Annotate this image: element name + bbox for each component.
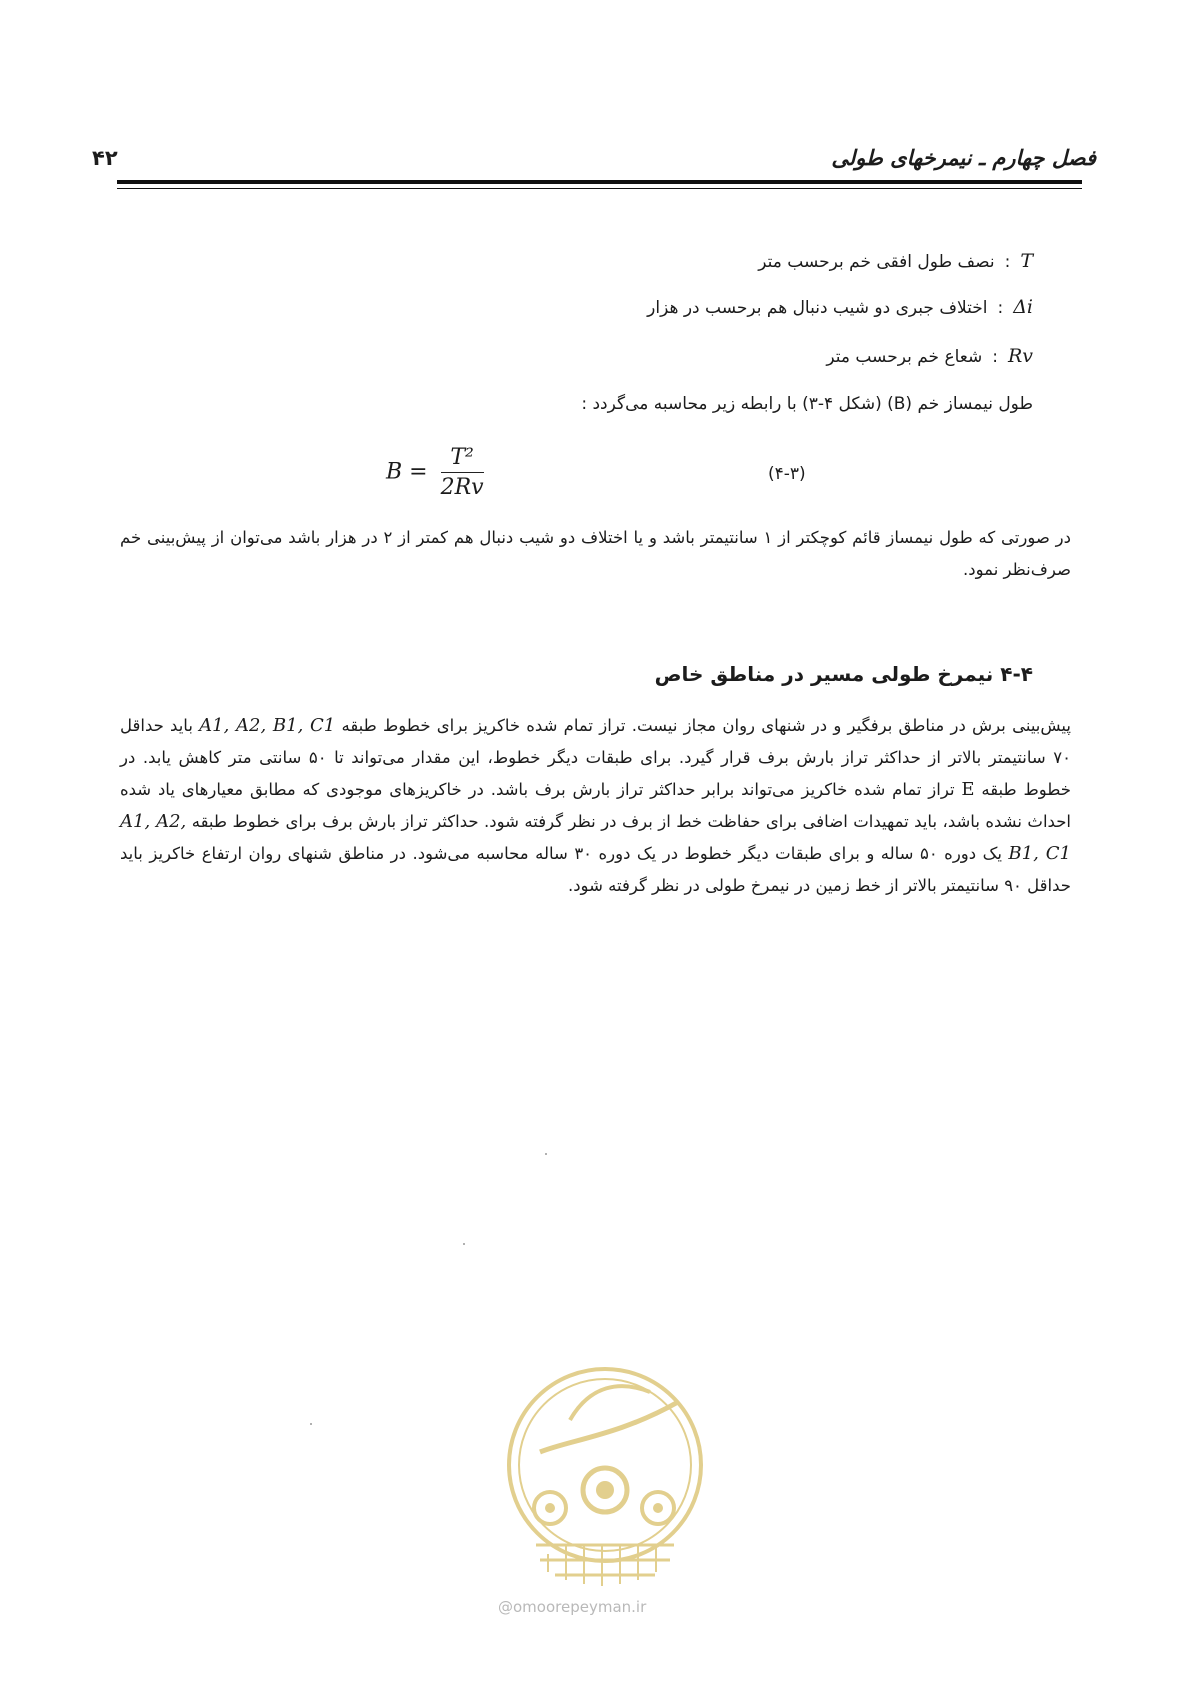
section-number: ۴-۴ xyxy=(1000,662,1033,686)
formula-bisector xyxy=(386,445,484,500)
equation-number: (۴-۳) xyxy=(768,464,806,484)
omoore-peyman-logo xyxy=(500,1340,710,1610)
watermark-url: @omoorepeyman.ir xyxy=(498,1598,647,1616)
paragraph-part-d: یک دوره ۵۰ ساله و برای طبقات دیگر خطوط در یک دوره ۳۰ ساله محاسبه می‌شود. در مناطق شنهای روان ارتفاع خاکریز باید حداقل ۹۰ سانتیمتر بالاتر از خط زمین در نیمرخ طولی در نظر گرفته شود. xyxy=(120,844,1071,895)
symbol-delta-i: Δi xyxy=(1013,296,1033,318)
definition-row-t: T:نصف طول افقی خم برحسب متر xyxy=(758,250,1033,272)
line-classes-first: A1, A2, B1, C1 xyxy=(199,715,336,736)
paragraph-part-b: باید حداقل ۷۰ سانتیمتر بالاتر از حداکثر تراز بارش برف قرار گیرد. برای طبقات دیگر خطوط، این مقدار می‌تواند تا ۵۰ سانتی متر کاهش یابد. در خطوط طبقه xyxy=(120,716,1072,799)
scan-speck xyxy=(463,1243,465,1245)
definition-row-rv: Rv:شعاع خم برحسب متر xyxy=(826,345,1033,367)
section-title: نیمرخ طولی مسیر در مناطق خاص xyxy=(654,662,994,686)
symbol-t: T xyxy=(1020,250,1033,272)
definition-text-rv: شعاع خم برحسب متر xyxy=(826,347,983,367)
scan-speck xyxy=(545,1153,547,1155)
formula-fraction xyxy=(441,445,484,500)
formula-lhs: B = xyxy=(386,459,428,485)
formula-denominator: 2Rv xyxy=(440,475,484,500)
paragraph-part-a: پیش‌بینی برش در مناطق برفگیر و در شنهای روان مجاز نیست. تراز تمام شده خاکریز برای خطوط طبقه xyxy=(341,716,1072,735)
definition-text-delta-i: اختلاف جبری دو شیب دنبال هم برحسب در هزار xyxy=(647,298,988,318)
header-rule-thick xyxy=(117,180,1082,184)
symbol-rv: Rv xyxy=(1007,345,1033,367)
line-class-e: E xyxy=(961,779,975,800)
line-classes-second: A1, A2, B1, C1 xyxy=(120,811,1071,864)
intro-sentence: طول نیمساز خم (B) (شکل ۴-۳) با رابطه زیر محاسبه می‌گردد : xyxy=(581,394,1033,414)
header-rule-thin xyxy=(117,188,1082,189)
section-heading xyxy=(655,662,1033,686)
page-number: ۴۲ xyxy=(92,146,118,170)
formula-numerator: T² xyxy=(441,445,484,473)
paragraph-special-regions xyxy=(120,710,1071,902)
paragraph-bisector-note: در صورتی که طول نیمساز قائم کوچکتر از ۱ سانتیمتر باشد و یا اختلاف دو شیب دنبال هم کمتر از ۲ در هزار باشد می‌توان از پیش‌بینی خم صرف‌نظر نمود. xyxy=(120,528,1072,579)
definition-text-t: نصف طول افقی خم برحسب متر xyxy=(758,252,995,272)
definition-row-delta-i: Δi:اختلاف جبری دو شیب دنبال هم برحسب در هزار xyxy=(647,296,1033,318)
chapter-title: فصل چهارم ـ نیمرخهای طولی xyxy=(831,146,1096,170)
scan-speck xyxy=(310,1423,312,1425)
paragraph-part-c: تراز تمام شده خاکریز می‌تواند برابر حداکثر تراز بارش برف باشد. در خاکریزهای موجودی که مطابق معیارهای یاد شده احداث نشده باشد، باید تمهیدات اضافی برای حفاظت خط از برف در نظر گرفته شود. حداکثر تراز بارش برف برای خطوط طبقه xyxy=(120,780,1071,831)
